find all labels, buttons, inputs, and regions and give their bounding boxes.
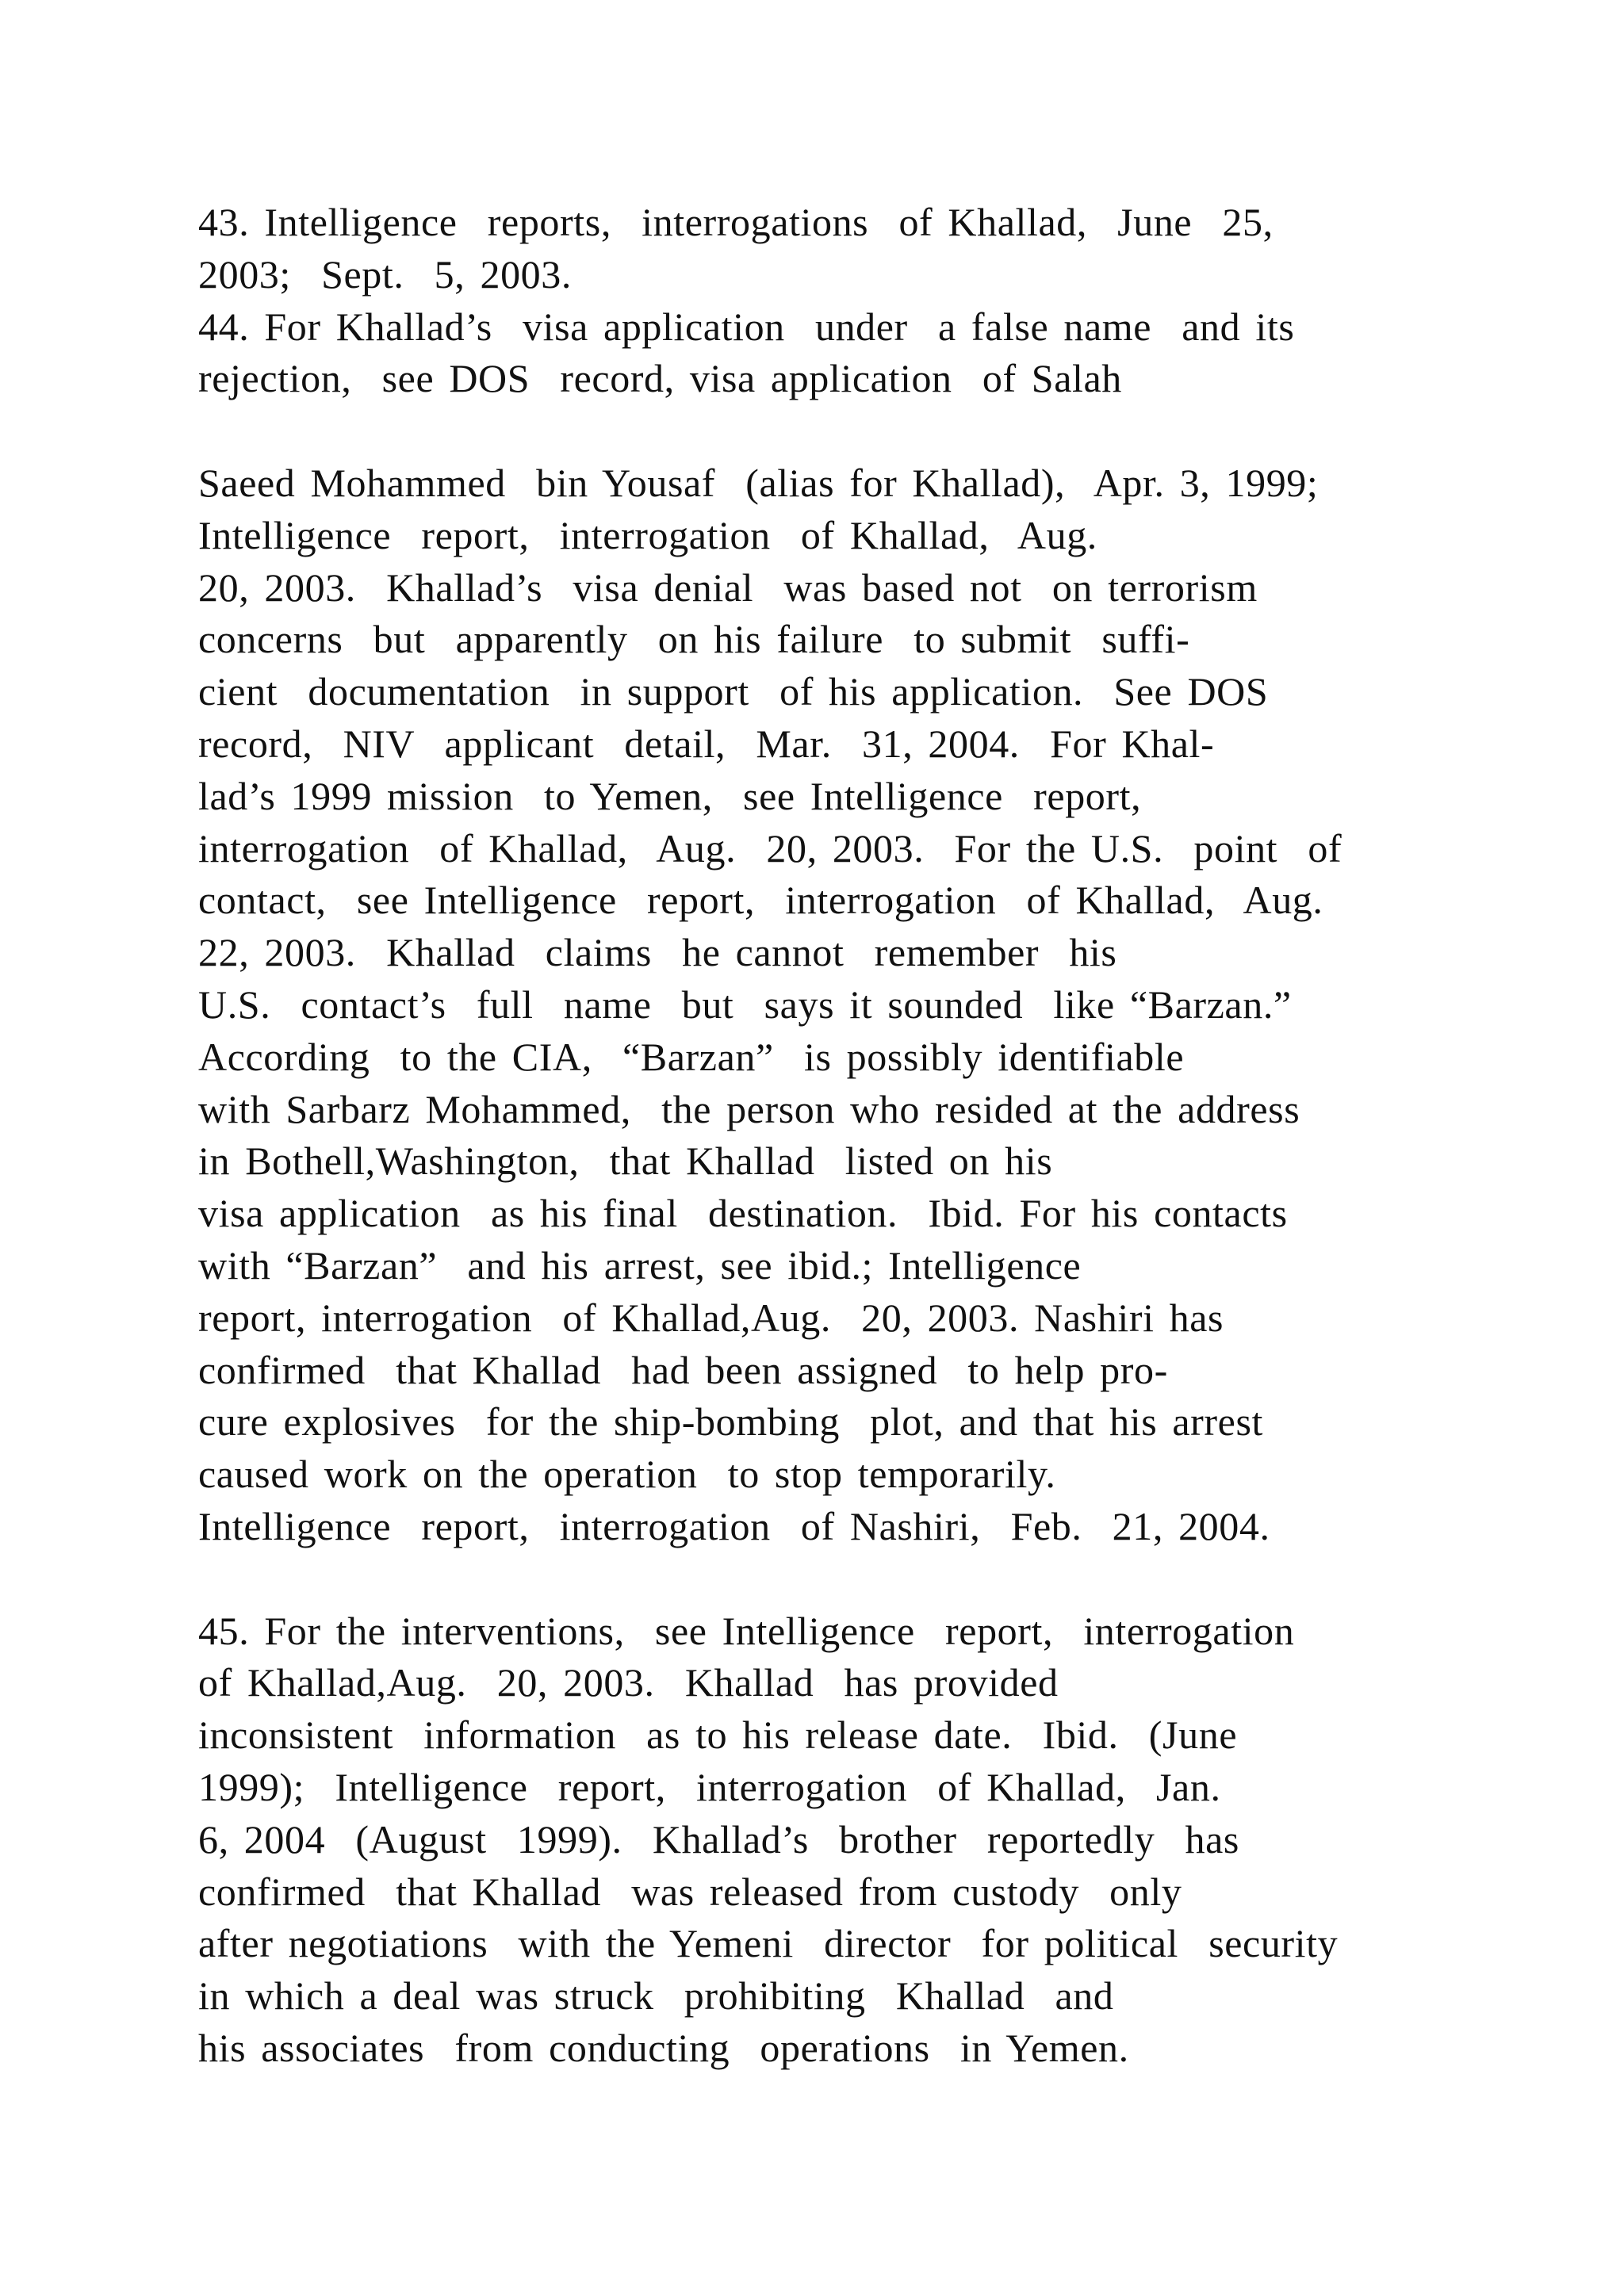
text-line: visa application as his final destination. Ibid. For his contacts — [198, 1191, 1288, 1236]
text-line: caused work on the operation to stop temporarily. — [198, 1452, 1056, 1497]
text-line: Saeed Mohammed bin Yousaf (alias for Khallad), Apr. 3, 1999; — [198, 460, 1319, 505]
blank-line — [198, 405, 1586, 457]
text-line: report, interrogation of Khallad,Aug. 20, 2003. Nashiri has — [198, 1295, 1224, 1340]
text-line: 44. For Khallad’s visa application under a false name and its — [198, 304, 1295, 349]
text-line: after negotiations with the Yemeni director for political security — [198, 1921, 1339, 1966]
footnotes-text — [198, 197, 1586, 2075]
text-line: 2003; Sept. 5, 2003. — [198, 251, 572, 297]
text-line: confirmed that Khallad had been assigned to help pro- — [198, 1347, 1168, 1392]
text-line: Intelligence report, interrogation of Nashiri, Feb. 21, 2004. — [198, 1503, 1270, 1548]
text-line: Intelligence report, interrogation of Khallad, Aug. — [198, 512, 1097, 557]
text-line: of Khallad,Aug. 20, 2003. Khallad has provided — [198, 1660, 1059, 1705]
blank-line — [198, 1553, 1586, 1605]
text-line: cure explosives for the ship-bombing plot, and that his arrest — [198, 1399, 1264, 1445]
text-line: lad’s 1999 mission to Yemen, see Intelligence report, — [198, 773, 1142, 818]
text-line: 20, 2003. Khallad’s visa denial was based not on terrorism — [198, 564, 1258, 610]
text-line: According to the CIA, “Barzan” is possibly identifiable — [198, 1034, 1185, 1079]
text-line: 6, 2004 (August 1999). Khallad’s brother reportedly has — [198, 1816, 1239, 1862]
text-line: confirmed that Khallad was released from custody only — [198, 1869, 1182, 1914]
text-line: with Sarbarz Mohammed, the person who resided at the address — [198, 1086, 1300, 1131]
text-line: interrogation of Khallad, Aug. 20, 2003. For the U.S. point of — [198, 825, 1342, 871]
text-line: with “Barzan” and his arrest, see ibid.; Intelligence — [198, 1242, 1082, 1288]
text-line: 43. Intelligence reports, interrogations of Khallad, June 25, — [198, 200, 1274, 244]
text-line: 1999); Intelligence report, interrogation of Khallad, Jan. — [198, 1764, 1221, 1809]
text-line: record, NIV applicant detail, Mar. 31, 2004. For Khal- — [198, 721, 1215, 766]
text-line: 22, 2003. Khallad claims he cannot remember his — [198, 930, 1117, 975]
text-line: rejection, see DOS record, visa application of Salah — [198, 356, 1122, 401]
text-line: U.S. contact’s full name but says it sounded like “Barzan.” — [198, 982, 1292, 1027]
text-line: 45. For the interventions, see Intelligence report, interrogation — [198, 1608, 1295, 1653]
text-line: in which a deal was struck prohibiting Khallad and — [198, 1973, 1114, 2019]
text-line: cient documentation in support of his application. See DOS — [198, 669, 1269, 714]
text-line: in Bothell,Washington, that Khallad listed on his — [198, 1138, 1053, 1184]
text-line: concerns but apparently on his failure to submit suffi- — [198, 617, 1190, 662]
text-line: contact, see Intelligence report, interrogation of Khallad, Aug. — [198, 878, 1323, 923]
text-line: inconsistent information as to his release date. Ibid. (June — [198, 1712, 1238, 1758]
text-line: his associates from conducting operations in Yemen. — [198, 2025, 1129, 2070]
